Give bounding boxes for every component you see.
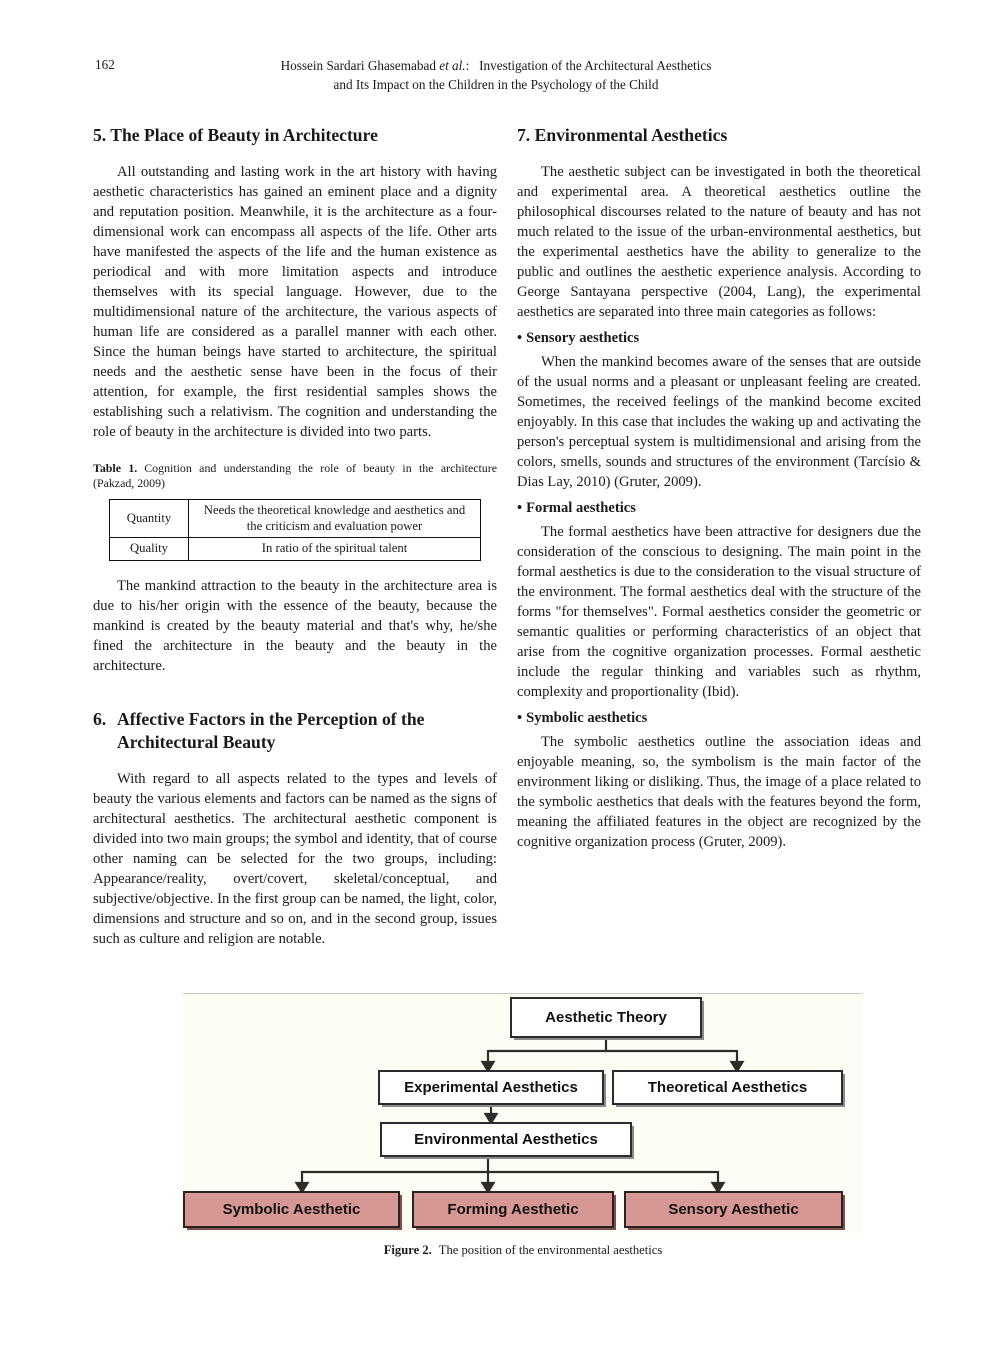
section7-intro: The aesthetic subject can be investigated in both the theoretical and experimental area. A theoretical aesthetics outline the philosophical discourses related to the nature of beauty and has not much related to the issue of the urban-environmental aesthetics, but the experimental aesthetics have the ability to generalize to the public and outlines the aesthetic experience analysis. According to George Santayana perspective (2004, Lang), the experimental aesthetics are separated into three main categories as follows:	[517, 164, 921, 320]
section5-heading: 5. The Place of Beauty in Architecture	[93, 125, 378, 145]
table1	[109, 499, 481, 561]
figure2-caption	[183, 1243, 863, 1258]
bullet-symbolic-title: Symbolic aesthetics	[526, 710, 648, 726]
two-column-body	[0, 124, 992, 949]
node-symbolic-aesthetic: Symbolic Aesthetic	[183, 1191, 400, 1228]
left-column	[93, 124, 497, 949]
formal-paragraph: The formal aesthetics have been attractive for designers due the consideration of the conscious to designing. The main point in the formal aesthetics is due to the consideration to the visual structure of the environment. The formal aesthetics deal with the structure of the forms "for themselves". Formal aesthetics consider the geometric or semantic qualities or performing characteristics of an object that arise from the cognitive organization processes. Formal aesthetic include the regular thinking and variables such as rhythm, complexity and proportionality (Ibid).	[517, 524, 921, 700]
running-title-line2: and Its Impact on the Children in the Psychology of the Child	[333, 76, 659, 92]
right-column	[517, 124, 921, 949]
table-row	[110, 500, 481, 538]
node-experimental-aesthetics: Experimental Aesthetics	[378, 1070, 604, 1105]
running-title	[0, 57, 992, 94]
table1-caption-text: Cognition and understanding the role of beauty in the architecture (Pakzad, 2009)	[93, 461, 497, 490]
table1-row1-label: Quantity	[110, 500, 189, 538]
node-environmental-aesthetics: Environmental Aesthetics	[380, 1122, 632, 1157]
running-title-line1	[0, 57, 992, 76]
section6-paragraph-1: With regard to all aspects related to the types and levels of beauty the various elements and factors can be named as the signs of architectural aesthetics. The architectural aesthetic component is divided into two main groups; the symbol and identity, that of course other naming can be selected for the two groups, including: Appearance/reality, overt/covert, skeletal/conceptual, and subjective/objective. In the first group can be named, the light, color, dimensions and structure and so on, and in the second group, issues such as culture and religion are notable.	[93, 770, 497, 947]
table1-row2-value: In ratio of the spiritual talent	[189, 538, 481, 561]
section5-paragraph-2: The mankind attraction to the beauty in the architecture area is due to his/her origin with the essence of the beauty, because the mankind is created by the beauty material and that's why, he/she fined the architecture in the beauty and the beauty in the architecture.	[93, 577, 497, 674]
bullet-symbolic-aesthetics	[517, 710, 921, 727]
node-theoretical-aesthetics: Theoretical Aesthetics	[612, 1070, 843, 1105]
table-row	[110, 538, 481, 561]
table1-caption	[93, 461, 497, 490]
running-title-authors: Hossein Sardari Ghasemabad	[280, 58, 440, 73]
table1-row2-label: Quality	[110, 538, 189, 561]
bullet-sensory-title: Sensory aesthetics	[526, 330, 640, 346]
figure2-caption-text: The position of the environmental aesthetics	[438, 1242, 663, 1257]
bullet-sensory-aesthetics	[517, 330, 921, 347]
node-aesthetic-theory: Aesthetic Theory	[510, 997, 702, 1038]
page-number: 162	[95, 57, 115, 72]
running-title-etal: et al.	[439, 58, 466, 73]
symbolic-paragraph: The symbolic aesthetics outline the association ideas and enjoyable meaning, so, the symbolism is the main factor of the environment liking or disliking. Thus, the image of a place related to the symbolic aesthetics that deals with the features beyond the form, meaning the affiliated features in the object are recognized by the cognitive organization process (Gruter, 2009).	[517, 734, 921, 850]
bullet-icon: •	[517, 330, 523, 346]
bullet-formal-title: Formal aesthetics	[526, 500, 636, 516]
node-sensory-aesthetic: Sensory Aesthetic	[624, 1191, 843, 1228]
section5-paragraph-1: All outstanding and lasting work in the art history with having aesthetic characteristics has gained an eminent place and a dignity and reputation position. Meanwhile, it is the architecture as a four-dimensional work can encompass all aspects of the life. Other arts have manifested the aspects of the life and the human existence as periodical and with more limitation aspects and introduce themselves with its special language. However, due to the multidimensional nature of the architecture, the various aspects of human life are considered as a parallel manner with each other. Since the human beings have started to architecture, the spiritual needs and the aesthetic sense have been in the focus of their attention, for example, the first residential samples shows the establishing such a relativism. The cognition and understanding the role of beauty in the architecture is divided into two parts.	[93, 164, 497, 440]
table1-row1-value: Needs the theoretical knowledge and aesthetics and the criticism and evaluation power	[189, 500, 481, 538]
sensory-paragraph: When the mankind becomes aware of the senses that are outside of the usual norms and a pleasant or unpleasant feeling are created. Sometimes, the received feelings of the mankind become excited enjoyably. In this case that includes the waking up and activating the person's perceptual system is multidimensional and arising from the colors, smells, sounds and structures of the environment (Tarcísio & Dias Lay, 2010) (Gruter, 2009).	[517, 354, 921, 490]
figure2	[183, 993, 863, 1258]
section6-heading	[93, 708, 497, 754]
bullet-formal-aesthetics	[517, 500, 921, 517]
figure2-diagram	[183, 993, 863, 1234]
section6-title: Affective Factors in the Perception of the Architectural Beauty	[117, 708, 425, 752]
node-forming-aesthetic: Forming Aesthetic	[412, 1191, 614, 1228]
bullet-icon: •	[517, 710, 523, 726]
page-header	[0, 0, 992, 97]
section6-number: 6.	[93, 708, 107, 729]
table1-caption-label: Table 1.	[93, 461, 138, 475]
section7-heading: 7. Environmental Aesthetics	[517, 125, 728, 145]
running-title-text1: : Investigation of the Architectural Aesthetics	[465, 58, 712, 73]
bullet-icon: •	[517, 500, 523, 516]
figure2-caption-label: Figure 2.	[383, 1242, 432, 1257]
